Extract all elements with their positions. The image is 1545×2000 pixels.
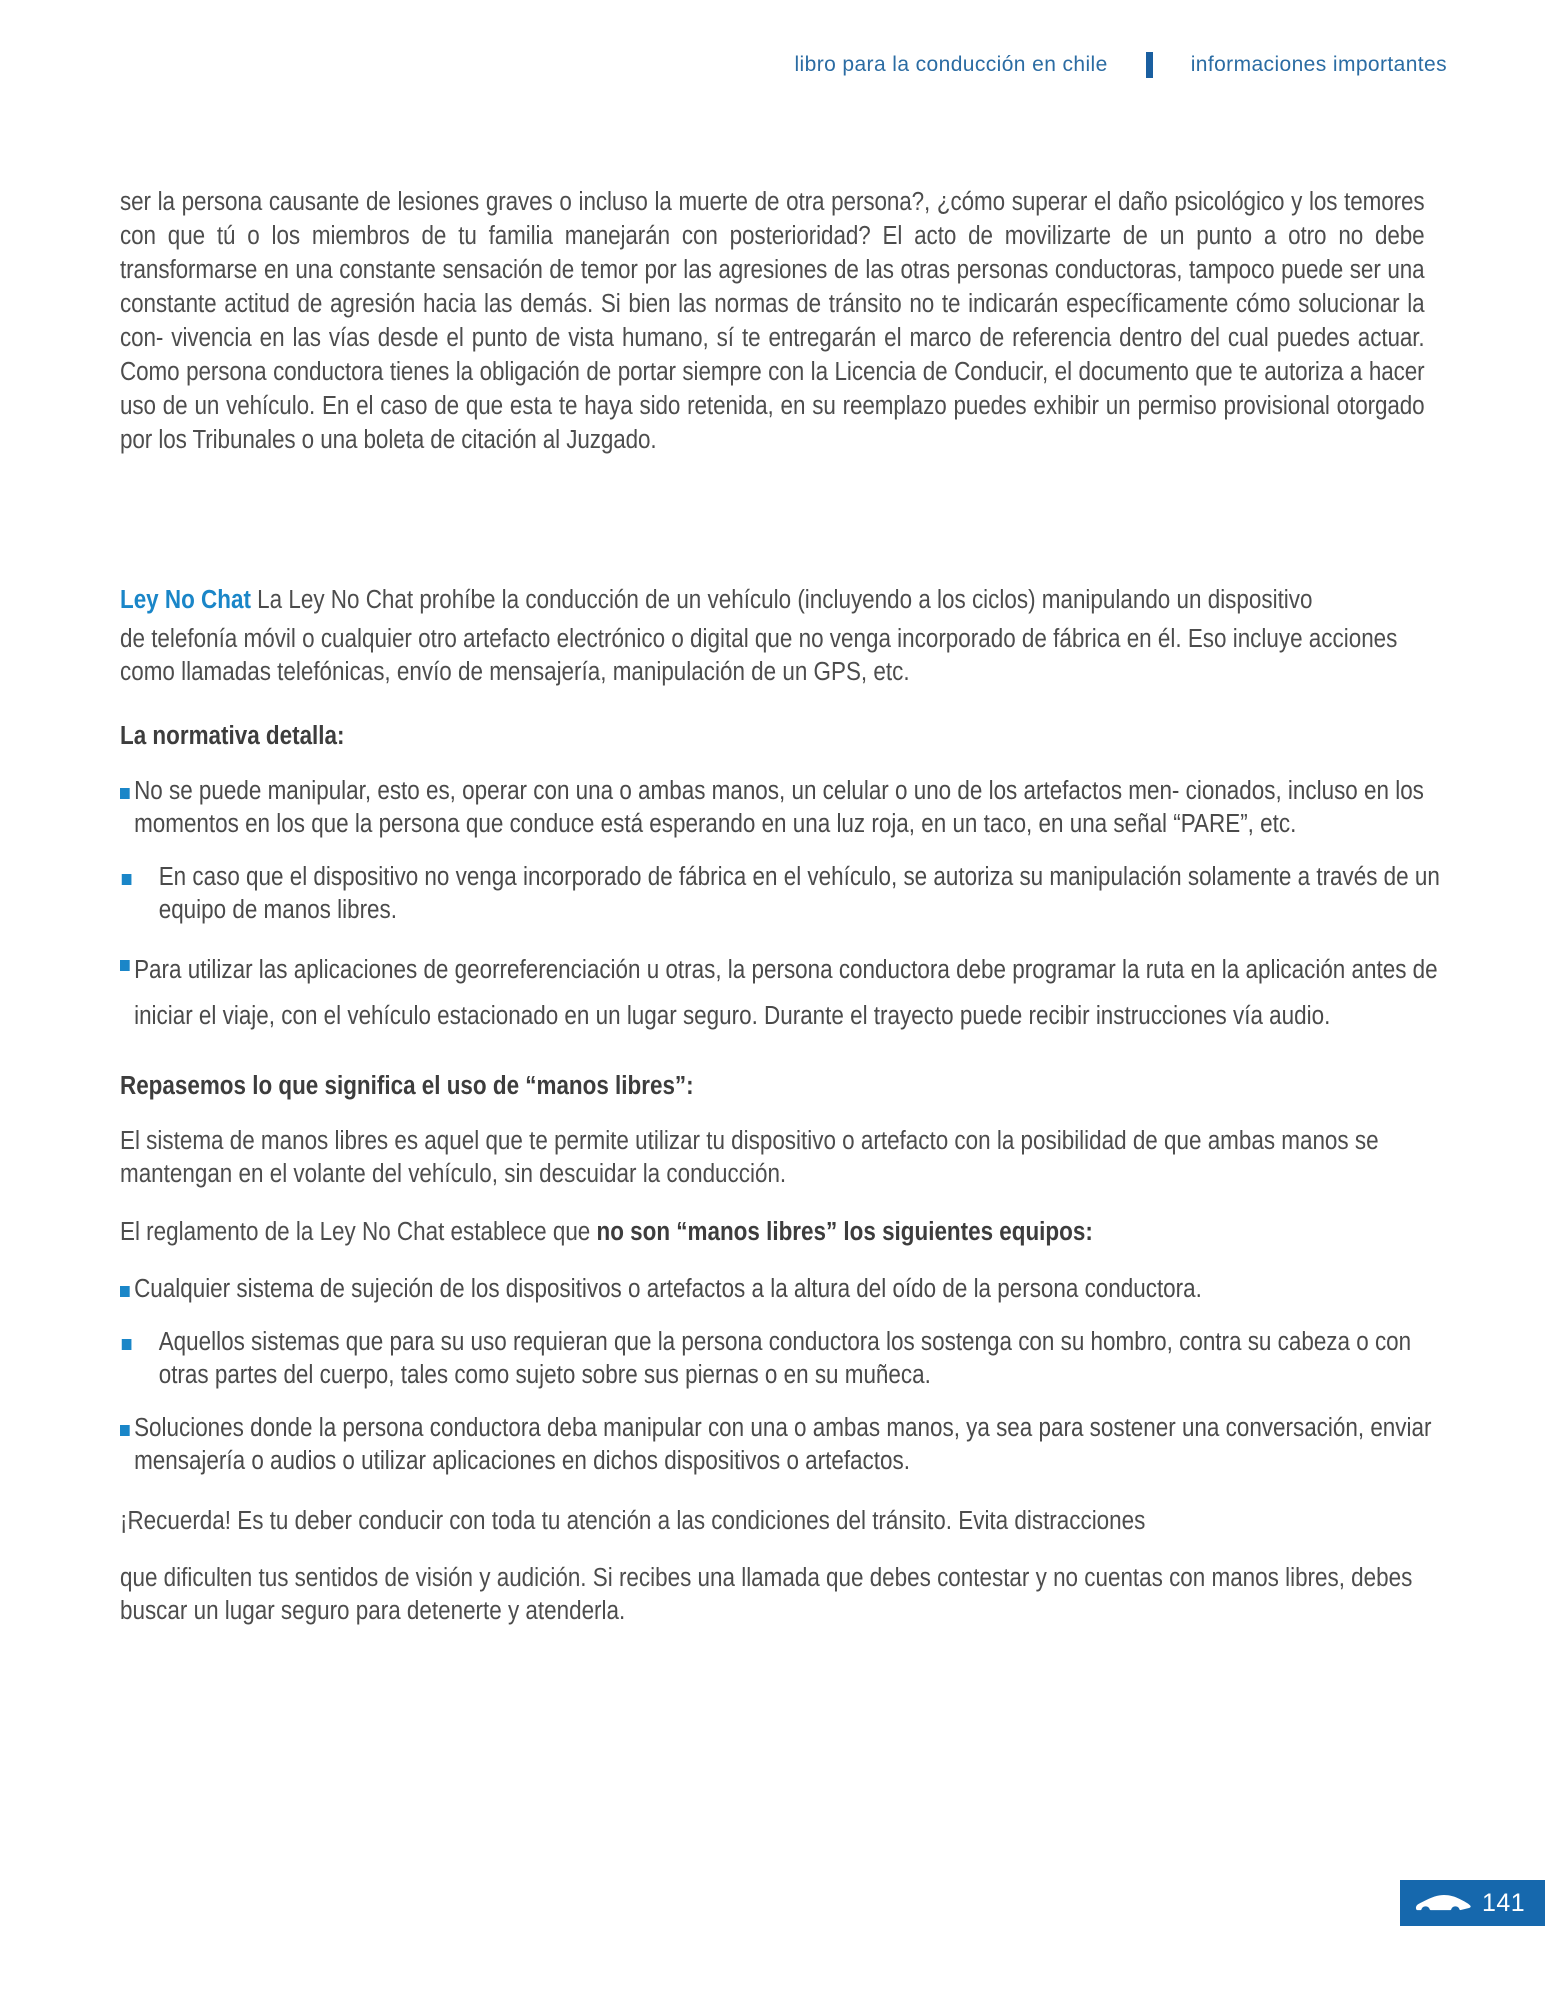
bullet-square-icon: [120, 960, 130, 971]
list-item-text: En caso que el dispositivo no venga incorporado de fábrica en el vehículo, se autoriza su manipulación solamente a través de un equipo de manos libres.: [158, 863, 1440, 924]
header-section-title: informaciones importantes: [1190, 53, 1447, 76]
list-item-text: Para utilizar las aplicaciones de georreferenciación u otras, la persona conductora debe programar la ruta en la aplicación antes de iniciar el viaje, con el vehículo estacionado en un lugar seguro. Durante el trayecto puede recibir instrucciones vía audio.: [134, 956, 1438, 1030]
bullet-square-icon: [120, 1286, 130, 1297]
recuerda-paragraph: ¡Recuerda! Es tu deber conducir con toda tu atención a las condiciones del tránsito. Evita distracciones: [120, 1507, 1146, 1535]
list-item: [120, 1326, 1463, 1392]
bullet-square-icon: [120, 788, 130, 799]
bullet-square-icon: [120, 1425, 130, 1436]
list-item: [120, 861, 1463, 927]
recuerda-paragraph-2: que dificulten tus sentidos de visión y audición. Si recibes una llamada que debes contestar y no cuentas con manos libres, debes buscar un lugar seguro para detenerte y atenderla.: [120, 1564, 1413, 1625]
list-item: [120, 947, 1439, 1039]
reglamento-prefix: El reglamento de la Ley No Chat establece que: [120, 1218, 597, 1246]
reglamento-bold: no son “manos libres” los siguientes equipos:: [596, 1218, 1093, 1246]
normativa-heading: La normativa detalla:: [120, 722, 345, 750]
list-item-text: Aquellos sistemas que para su uso requieran que la persona conductora los sostenga con su hombro, contra su cabeza o con otras partes del cuerpo, tales como sujeto sobre sus piernas o en su muñeca.: [158, 1328, 1412, 1389]
page-header: [0, 52, 1447, 78]
header-book-title: libro para la conducción en chile: [794, 53, 1108, 76]
ley-no-chat-continuation: de telefonía móvil o cualquier otro artefacto electrónico o digital que no venga incorporado de fábrica en él. Eso incluye acciones como llamadas telefónicas, envío de mensajería, manipulación de un GPS, etc.: [120, 625, 1398, 686]
page-content: [120, 185, 1440, 1646]
list-item: [120, 1273, 1439, 1306]
list-item-text: Cualquier sistema de sujeción de los dispositivos o artefactos a la altura del oído de la persona conductora.: [134, 1275, 1202, 1303]
bullet-square-icon: [122, 874, 132, 885]
repasemos-heading: Repasemos lo que significa el uso de “manos libres”:: [120, 1072, 694, 1100]
ley-no-chat-lead: [120, 577, 1425, 623]
list-item-text: Soluciones donde la persona conductora deba manipular con una o ambas manos, ya sea para sostener una conversación, enviar mensajería o audios o utilizar aplicaciones en dichos dispositivos o artefactos.: [134, 1414, 1432, 1475]
repasemos-body: El sistema de manos libres es aquel que te permite utilizar tu dispositivo o artefacto con la posibilidad de que ambas manos se mantengan en el volante del vehículo, sin descuidar la conducción.: [120, 1127, 1379, 1188]
header-separator-icon: [1146, 52, 1153, 78]
content-spacer: [120, 457, 1425, 577]
list-item-text: No se puede manipular, esto es, operar con una o ambas manos, un celular o uno de los artefactos men- cionados, incluso en los momentos en los que la persona que conduce está esperando en una luz roja, en un taco, en una señal “PARE”, etc.: [134, 777, 1424, 838]
ley-no-chat-tag: Ley No Chat: [120, 586, 251, 614]
bullet-square-icon: [122, 1339, 132, 1350]
reglamento-paragraph: [120, 1209, 1425, 1255]
ley-no-chat-lead-text: La Ley No Chat prohíbe la conducción de un vehículo (incluyendo a los ciclos) manipulando un dispositivo: [250, 586, 1313, 614]
page-number-badge: [1400, 1880, 1545, 1926]
list-item: [120, 775, 1439, 841]
list-item: [120, 1412, 1439, 1478]
car-icon: [1414, 1891, 1472, 1915]
page-number: 141: [1482, 1888, 1526, 1917]
intro-paragraph: ser la persona causante de lesiones graves o incluso la muerte de otra persona?, ¿cómo superar el daño psicológico y los temores con que tú o los miembros de tu familia manejarán con posterioridad? El acto de movilizarte de un punto a otro no debe transformarse en una constante sensación de temor por las agresiones de las otras personas conductoras, tampoco puede ser una constante actitud de agresión hacia las demás. Si bien las normas de tránsito no te indicarán específicamente cómo solucionar la con- vivencia en las vías desde el punto de vista humano, sí te entregarán el marco de referencia dentro del cual puedes actuar. Como persona conductora tienes la obligación de portar siempre con la Licencia de Conducir, el documento que te autoriza a hacer uso de un vehículo. En el caso de que esta te haya sido retenida, en su reemplazo puedes exhibir un permiso provisional otorgado por los Tribunales o una boleta de citación al Juzgado.: [120, 188, 1425, 454]
